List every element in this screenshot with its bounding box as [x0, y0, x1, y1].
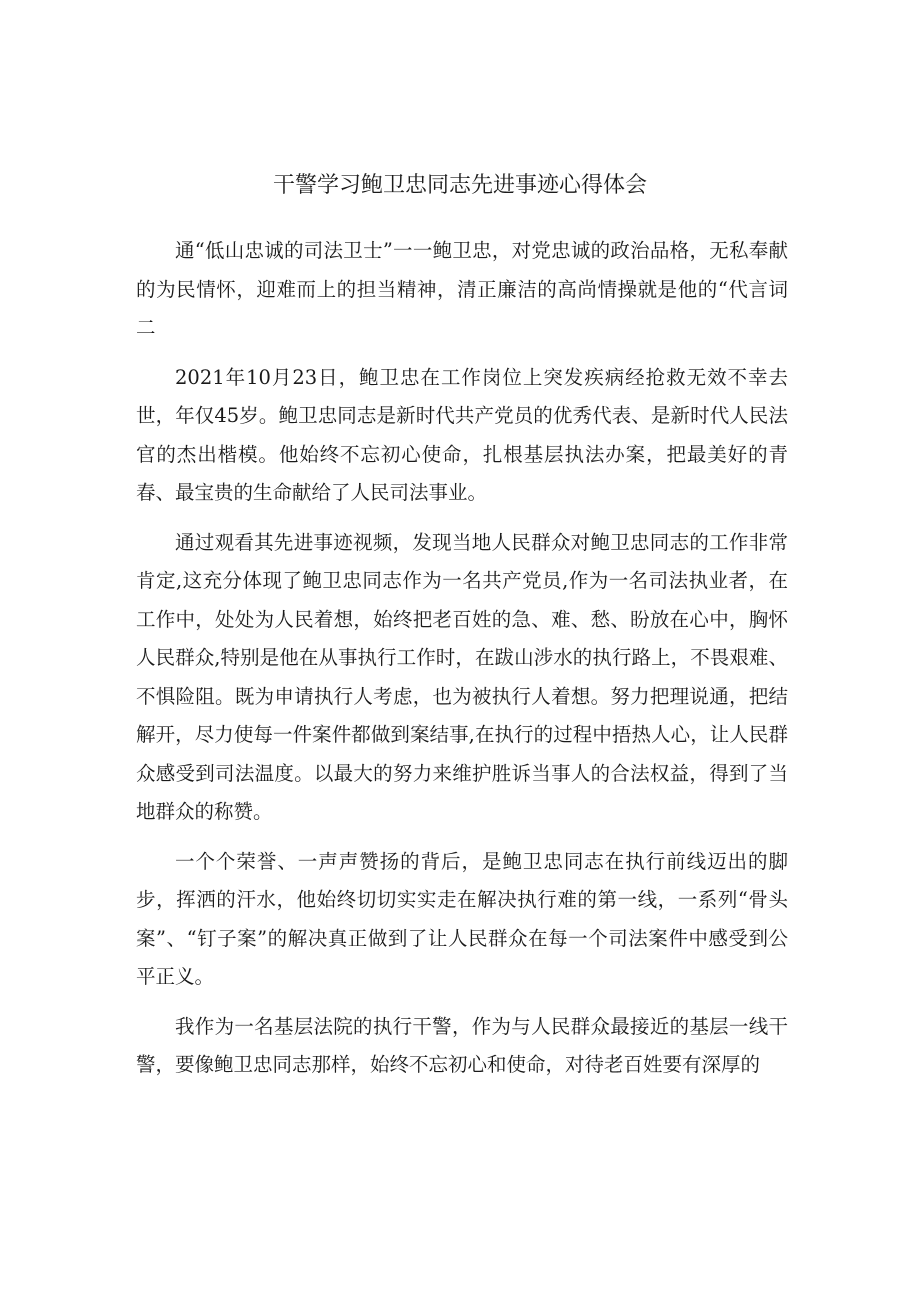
paragraph: 通“低山忠诚的司法卫士”一一鲍卫忠，对党忠诚的政治品格，无私奉献的为民情怀，迎难而上的担当精神，清正廉洁的高尚情操就是他的“代言词二	[136, 239, 788, 339]
document-body	[136, 232, 788, 1096]
paragraph: 通过观看其先进事迹视频，发现当地人民群众对鲍卫忠同志的工作非常肯定,这充分体现了鲍卫忠同志作为一名共产党员,作为一名司法执业者，在工作中，处处为人民着想，始终把老百姓的急、难、愁、盼放在心中，胸怀人民群众,特别是他在从事执行工作时，在跋山涉水的执行路上，不畏艰难、不惧险阻。既为申请执行人考虑，也为被执行人着想。努力把理说通，把结解开，尽力使每一件案件都做到案结事,在执行的过程中捂热人心，让人民群众感受到司法温度。以最大的努力来维护胜诉当事人的合法权益，得到了当地群众的称赞。	[136, 530, 788, 823]
page-title: 干警学习鲍卫忠同志先进事迹心得体会	[272, 173, 647, 198]
paragraph: 一个个荣誉、一声声赞扬的背后，是鲍卫忠同志在执行前线迈出的脚步，挥洒的汗水，他始终切切实实走在解决执行难的第一线，一系列“骨头案”、“钉子案”的解决真正做到了让人民群众在每一个司法案件中感受到公平正义。	[136, 849, 788, 988]
paragraph: 2021年10月23日，鲍卫忠在工作岗位上突发疾病经抢救无效不幸去世，年仅45岁。鲍卫忠同志是新时代共产党员的优秀代表、是新时代人民法官的杰出楷模。他始终不忘初心使命，扎根基层执法办案，把最美好的青春、最宝贵的生命献给了人民司法事业。	[136, 365, 788, 504]
paragraph: 我作为一名基层法院的执行干警，作为与人民群众最接近的基层一线干警，要像鲍卫忠同志那样，始终不忘初心和使命，对待老百姓要有深厚的	[136, 1014, 788, 1076]
